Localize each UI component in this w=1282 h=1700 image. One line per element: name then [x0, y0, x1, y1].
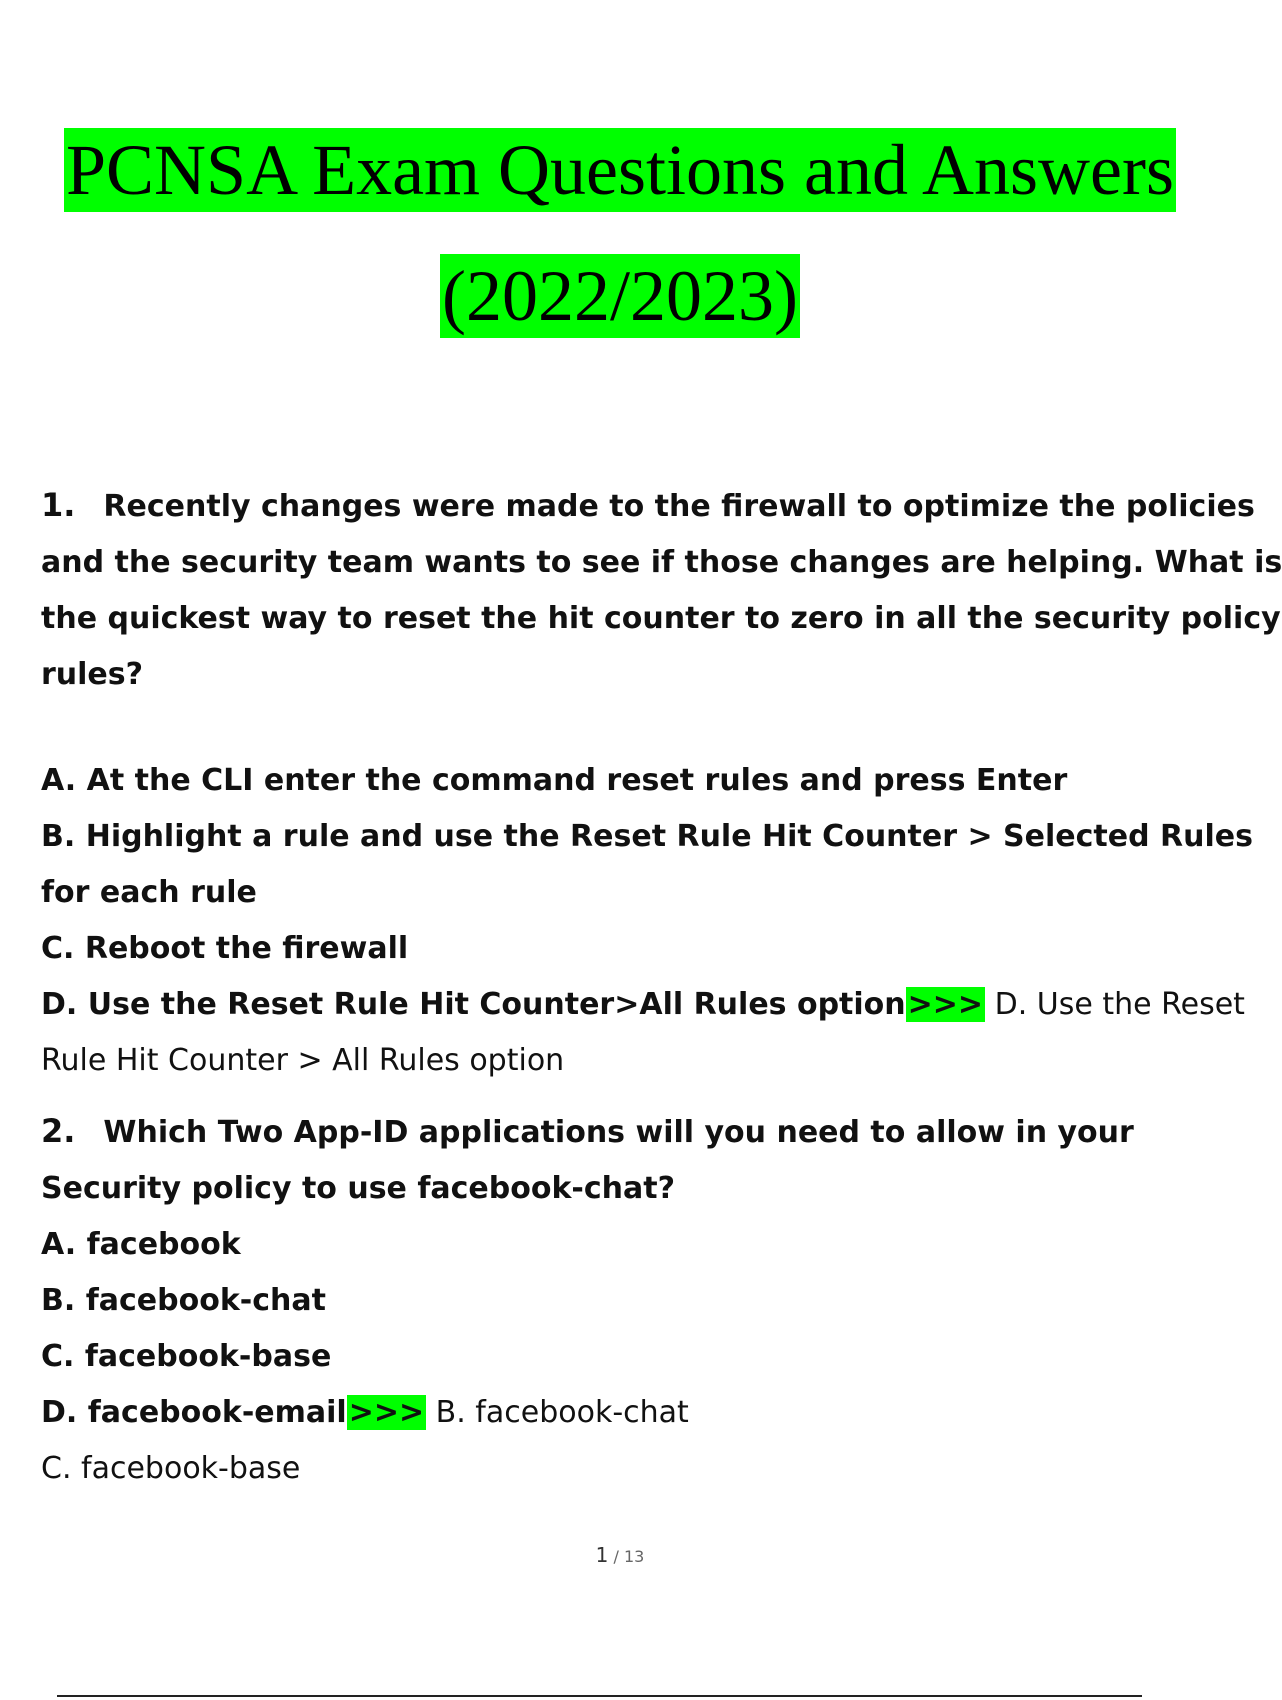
- question-1-text-line: and the security team wants to see if those changes are helping. What is: [41, 545, 1282, 580]
- title-line-1: PCNSA Exam Questions and Answers: [65, 130, 1175, 210]
- question-2-number: 2.: [41, 1112, 76, 1150]
- answer-arrow-marker: >>>: [348, 1395, 425, 1430]
- question-2-answer-cont: C. facebook-base: [41, 1451, 301, 1486]
- question-2-option-a: A. facebook: [41, 1227, 241, 1262]
- question-1-text-line: rules?: [41, 657, 144, 692]
- document-title: [0, 128, 1240, 338]
- question-1-answer: D. Use the Reset: [985, 987, 1245, 1022]
- question-1-option-b: B. Highlight a rule and use the Reset Rule Hit Counter > Selected Rules: [41, 819, 1253, 854]
- question-2-answer: B. facebook-chat: [426, 1395, 689, 1430]
- page-current: 1: [595, 1543, 609, 1567]
- question-1-option-d: D. Use the Reset Rule Hit Counter>All Rules option>>> D. Use the Reset: [41, 987, 1245, 1022]
- page-indicator: [0, 1543, 1240, 1567]
- question-1-text-line: 1. Recently changes were made to the firewall to optimize the policies: [41, 486, 1255, 524]
- question-2-text-line: Security policy to use facebook-chat?: [41, 1171, 675, 1206]
- question-1-number: 1.: [41, 486, 76, 524]
- question-1-option-b-cont: for each rule: [41, 875, 257, 910]
- question-2: [41, 1103, 1181, 1497]
- question-1-option-a: A. At the CLI enter the command reset rules and press Enter: [41, 763, 1068, 798]
- question-1-answer-cont: Rule Hit Counter > All Rules option: [41, 1043, 565, 1078]
- title-line-2: (2022/2023): [442, 256, 798, 336]
- question-1-text-line: the quickest way to reset the hit counter to zero in all the security policy: [41, 601, 1281, 636]
- questions-content: [41, 477, 1282, 1497]
- answer-arrow-marker: >>>: [907, 987, 984, 1022]
- question-1: [41, 477, 1282, 1089]
- page-separator: /: [613, 1547, 619, 1566]
- question-2-option-d: D. facebook-email>>> B. facebook-chat: [41, 1395, 689, 1430]
- footer-divider: [57, 1695, 1142, 1697]
- question-1-option-c: C. Reboot the firewall: [41, 931, 409, 966]
- question-2-text-line: 2. Which Two App-ID applications will you need to allow in your: [41, 1112, 1134, 1150]
- page-total: 13: [623, 1547, 645, 1566]
- question-2-option-c: C. facebook-base: [41, 1339, 332, 1374]
- question-2-option-b: B. facebook-chat: [41, 1283, 326, 1318]
